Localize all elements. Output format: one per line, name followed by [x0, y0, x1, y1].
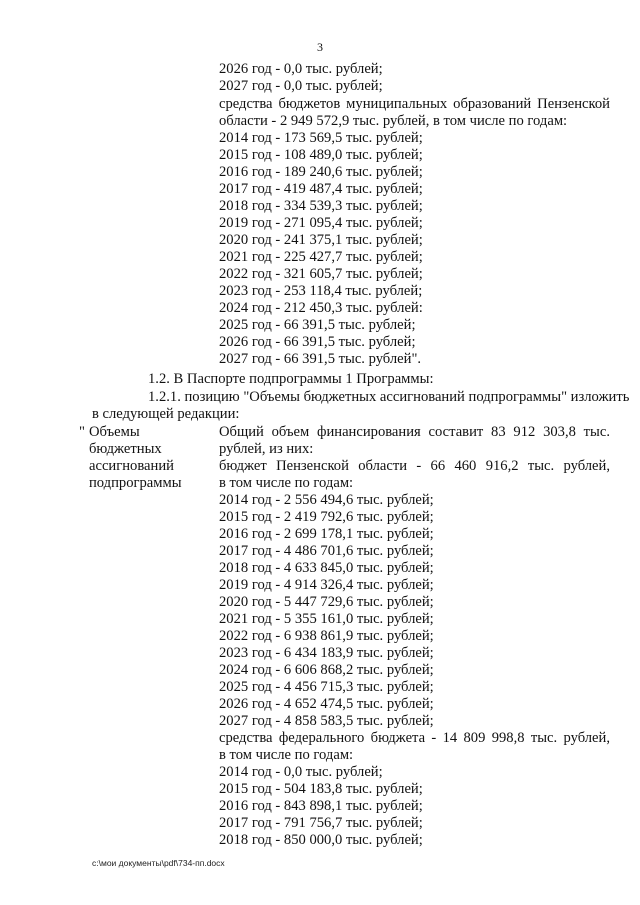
municipal-year-line: 2017 год - 419 487,4 тыс. рублей; [219, 181, 423, 197]
regional-year-line: 2019 год - 4 914 326,4 тыс. рублей; [219, 577, 434, 593]
federal-year-line: 2014 год - 0,0 тыс. рублей; [219, 764, 383, 780]
municipal-year-line: 2026 год - 66 391,5 тыс. рублей; [219, 334, 416, 350]
open-quote: " [79, 424, 85, 440]
federal-budget-line-2: в том числе по годам: [219, 747, 354, 763]
federal-year-line: 2017 год - 791 756,7 тыс. рублей; [219, 815, 423, 831]
regional-year-line: 2027 год - 4 858 583,5 тыс. рублей; [219, 713, 434, 729]
regional-year-line: 2022 год - 6 938 861,9 тыс. рублей; [219, 628, 434, 644]
municipal-year-line: 2015 год - 108 489,0 тыс. рублей; [219, 147, 423, 163]
federal-year-line: 2015 год - 504 183,8 тыс. рублей; [219, 781, 423, 797]
regional-year-line: 2020 год - 5 447 729,6 тыс. рублей; [219, 594, 434, 610]
municipal-year-line: 2024 год - 212 450,3 тыс. рублей: [219, 300, 423, 316]
municipal-year-line: 2022 год - 321 605,7 тыс. рублей; [219, 266, 423, 282]
total-funding-line-2: рублей, из них: [219, 441, 314, 457]
total-funding-line-1: Общий объем финансирования составит 83 912 303,8 тыс. [219, 424, 610, 440]
clause-1-2: 1.2. В Паспорте подпрограммы 1 Программы: [148, 371, 434, 387]
federal-budget-line-1: средства федерального бюджета - 14 809 998,8 тыс. рублей, [219, 730, 610, 746]
table-left-label-line: Объемы [89, 424, 140, 440]
municipal-year-line: 2014 год - 173 569,5 тыс. рублей; [219, 130, 423, 146]
municipal-year-line: 2023 год - 253 118,4 тыс. рублей; [219, 283, 423, 299]
municipal-year-line: 2027 год - 66 391,5 тыс. рублей". [219, 351, 422, 367]
regional-year-line: 2018 год - 4 633 845,0 тыс. рублей; [219, 560, 434, 576]
regional-budget-line-1: бюджет Пензенской области - 66 460 916,2 тыс. рублей, [219, 458, 610, 474]
regional-budget-line-2: в том числе по годам: [219, 475, 354, 491]
regional-year-line: 2016 год - 2 699 178,1 тыс. рублей; [219, 526, 434, 542]
municipal-funding-line-2: области - 2 949 572,9 тыс. рублей, в том числе по годам: [219, 113, 568, 129]
municipal-funding-line-1: средства бюджетов муниципальных образований Пензенской [219, 96, 610, 112]
table-left-label-line: подпрограммы [89, 475, 182, 491]
year-line-2027: 2027 год - 0,0 тыс. рублей; [219, 78, 383, 94]
footer-file-path: c:\мои документы\pdf\734-пп.docx [92, 858, 225, 868]
page-number: 3 [317, 40, 323, 54]
year-line-2026: 2026 год - 0,0 тыс. рублей; [219, 61, 383, 77]
regional-year-line: 2023 год - 6 434 183,9 тыс. рублей; [219, 645, 434, 661]
municipal-year-line: 2019 год - 271 095,4 тыс. рублей; [219, 215, 423, 231]
clause-1-2-1-line-2: в следующей редакции: [92, 406, 240, 422]
municipal-year-line: 2018 год - 334 539,3 тыс. рублей; [219, 198, 423, 214]
regional-year-line: 2014 год - 2 556 494,6 тыс. рублей; [219, 492, 434, 508]
regional-year-line: 2015 год - 2 419 792,6 тыс. рублей; [219, 509, 434, 525]
regional-year-line: 2024 год - 6 606 868,2 тыс. рублей; [219, 662, 434, 678]
regional-year-line: 2025 год - 4 456 715,3 тыс. рублей; [219, 679, 434, 695]
federal-year-line: 2016 год - 843 898,1 тыс. рублей; [219, 798, 423, 814]
table-left-label-line: бюджетных [89, 441, 162, 457]
table-left-label-line: ассигнований [89, 458, 174, 474]
regional-year-line: 2026 год - 4 652 474,5 тыс. рублей; [219, 696, 434, 712]
municipal-year-line: 2025 год - 66 391,5 тыс. рублей; [219, 317, 416, 333]
federal-year-line: 2018 год - 850 000,0 тыс. рублей; [219, 832, 423, 848]
municipal-year-line: 2016 год - 189 240,6 тыс. рублей; [219, 164, 423, 180]
regional-year-line: 2021 год - 5 355 161,0 тыс. рублей; [219, 611, 434, 627]
municipal-year-line: 2020 год - 241 375,1 тыс. рублей; [219, 232, 423, 248]
municipal-year-line: 2021 год - 225 427,7 тыс. рублей; [219, 249, 423, 265]
regional-year-line: 2017 год - 4 486 701,6 тыс. рублей; [219, 543, 434, 559]
clause-1-2-1-line-1: 1.2.1. позицию "Объемы бюджетных ассигнований подпрограммы" изложить [148, 389, 630, 405]
